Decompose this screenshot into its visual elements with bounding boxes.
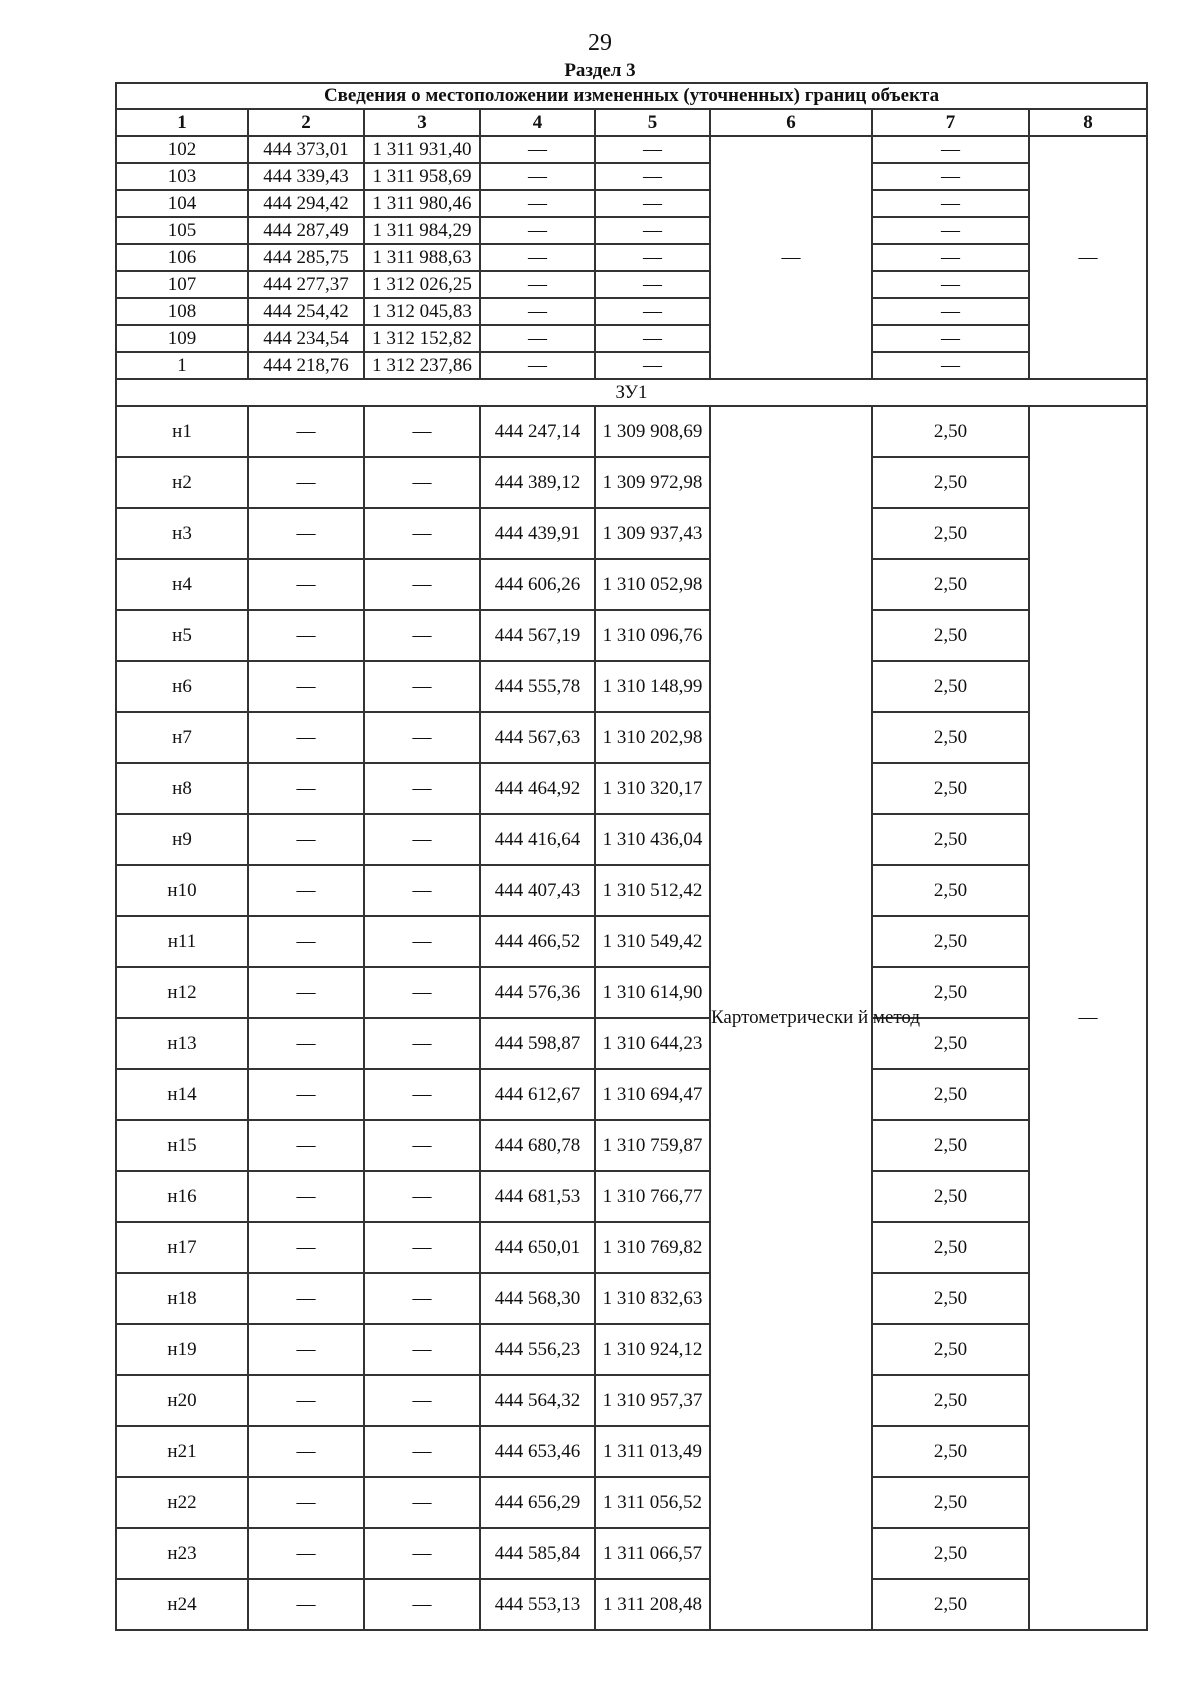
table-cell: 2,50 [872, 1426, 1029, 1477]
table-cell: — [595, 298, 710, 325]
table-cell: — [364, 865, 480, 916]
table-row [116, 559, 1147, 610]
table-cell: 444 416,64 [480, 814, 595, 865]
table-cell: — [364, 1018, 480, 1069]
table-cell: — [248, 1018, 364, 1069]
table-row [116, 163, 1147, 190]
table-cell: 444 389,12 [480, 457, 595, 508]
table-cell: 2,50 [872, 1324, 1029, 1375]
table-row [116, 136, 1147, 163]
table-cell: н5 [116, 610, 248, 661]
table-cell: 2,50 [872, 967, 1029, 1018]
table-cell: 104 [116, 190, 248, 217]
table-cell: н9 [116, 814, 248, 865]
table-cell: — [248, 916, 364, 967]
new-points-body [116, 406, 1147, 1630]
table-cell: 444 277,37 [248, 271, 364, 298]
table-cell: 444 556,23 [480, 1324, 595, 1375]
table-cell: — [364, 1579, 480, 1630]
table-cell: 444 653,46 [480, 1426, 595, 1477]
table-cell: 444 585,84 [480, 1528, 595, 1579]
column-header: 2 [248, 109, 364, 136]
land-plot-subheader: ЗУ1 [116, 379, 1147, 406]
table-cell: 1 310 924,12 [595, 1324, 710, 1375]
column-header: 7 [872, 109, 1029, 136]
table-cell: — [595, 136, 710, 163]
table-cell: 444 598,87 [480, 1018, 595, 1069]
table-cell: — [364, 1324, 480, 1375]
table-cell: — [248, 1120, 364, 1171]
table-cell: — [480, 352, 595, 379]
table-cell: н8 [116, 763, 248, 814]
table-cell: 2,50 [872, 712, 1029, 763]
table-cell: — [364, 763, 480, 814]
table-cell: — [364, 406, 480, 457]
table-cell: 1 311 931,40 [364, 136, 480, 163]
table-row [116, 1120, 1147, 1171]
table-cell: — [595, 163, 710, 190]
table-row [116, 865, 1147, 916]
table-cell: — [248, 1069, 364, 1120]
table-cell: 2,50 [872, 661, 1029, 712]
table-caption: Сведения о местоположении измененных (уточненных) границ объекта [116, 83, 1147, 109]
table-cell: 444 254,42 [248, 298, 364, 325]
table-cell: 2,50 [872, 1120, 1029, 1171]
table-cell: 1 312 045,83 [364, 298, 480, 325]
table-cell: 1 310 549,42 [595, 916, 710, 967]
table-cell: 103 [116, 163, 248, 190]
table-row [116, 763, 1147, 814]
table-cell: — [480, 298, 595, 325]
boundary-coordinates-table [115, 82, 1148, 1631]
table-cell: — [364, 1528, 480, 1579]
table-cell: — [364, 508, 480, 559]
table-cell: — [364, 457, 480, 508]
table-cell: 1 312 152,82 [364, 325, 480, 352]
table-cell: 2,50 [872, 916, 1029, 967]
table-cell: 444 407,43 [480, 865, 595, 916]
table-cell: 444 464,92 [480, 763, 595, 814]
table-cell: 444 568,30 [480, 1273, 595, 1324]
table-cell: — [248, 1375, 364, 1426]
table-cell: н20 [116, 1375, 248, 1426]
table-cell: 1 310 148,99 [595, 661, 710, 712]
table-cell: н22 [116, 1477, 248, 1528]
table-cell: — [248, 1171, 364, 1222]
merged-cell-col8: — [1029, 406, 1147, 1630]
page-number: 29 [588, 30, 612, 56]
table-cell: — [248, 763, 364, 814]
table-cell: — [872, 136, 1029, 163]
table-cell: — [248, 661, 364, 712]
table-row [116, 661, 1147, 712]
table-cell: 444 567,19 [480, 610, 595, 661]
table-cell: — [595, 190, 710, 217]
table-cell: — [872, 163, 1029, 190]
table-cell: 1 310 512,42 [595, 865, 710, 916]
table-cell: 1 312 237,86 [364, 352, 480, 379]
column-header: 5 [595, 109, 710, 136]
table-cell: 1 310 759,87 [595, 1120, 710, 1171]
table-cell: 1 310 096,76 [595, 610, 710, 661]
table-cell: 1 311 013,49 [595, 1426, 710, 1477]
merged-cell-col6: — [710, 136, 872, 379]
table-cell: — [248, 508, 364, 559]
table-cell: — [364, 661, 480, 712]
table-cell: — [872, 271, 1029, 298]
table-cell: 444 234,54 [248, 325, 364, 352]
column-header-row [116, 109, 1147, 136]
table-cell: 1 311 988,63 [364, 244, 480, 271]
table-cell: 444 567,63 [480, 712, 595, 763]
table-row [116, 457, 1147, 508]
table-cell: — [364, 712, 480, 763]
column-header: 1 [116, 109, 248, 136]
table-cell: — [595, 217, 710, 244]
table-cell: 1 310 614,90 [595, 967, 710, 1018]
table-cell: 1 311 066,57 [595, 1528, 710, 1579]
table-cell: — [364, 967, 480, 1018]
table-cell: 2,50 [872, 508, 1029, 559]
table-cell: 444 339,43 [248, 163, 364, 190]
table-row [116, 712, 1147, 763]
table-cell: 1 312 026,25 [364, 271, 480, 298]
column-header: 8 [1029, 109, 1147, 136]
table-cell: н1 [116, 406, 248, 457]
table-cell: — [872, 325, 1029, 352]
table-cell: 1 310 957,37 [595, 1375, 710, 1426]
table-cell: 2,50 [872, 1579, 1029, 1630]
table-cell: н16 [116, 1171, 248, 1222]
table-cell: 2,50 [872, 1222, 1029, 1273]
table-row [116, 1324, 1147, 1375]
table-row [116, 610, 1147, 661]
column-header: 3 [364, 109, 480, 136]
table-cell: 1 311 056,52 [595, 1477, 710, 1528]
table-cell: — [248, 814, 364, 865]
table-cell: н13 [116, 1018, 248, 1069]
table-cell: 109 [116, 325, 248, 352]
table-cell: н6 [116, 661, 248, 712]
table-cell: 444 606,26 [480, 559, 595, 610]
table-cell: 2,50 [872, 763, 1029, 814]
table-cell: 2,50 [872, 1528, 1029, 1579]
table-cell: 1 311 958,69 [364, 163, 480, 190]
table-cell: 2,50 [872, 610, 1029, 661]
table-cell: н19 [116, 1324, 248, 1375]
table-row [116, 298, 1147, 325]
merged-cell-col6: Картометрически й метод [710, 406, 872, 1630]
table-cell: 444 576,36 [480, 967, 595, 1018]
table-cell: — [872, 298, 1029, 325]
table-row [116, 1477, 1147, 1528]
table-row [116, 508, 1147, 559]
table-cell: 444 285,75 [248, 244, 364, 271]
table-cell: — [480, 190, 595, 217]
table-cell: — [872, 217, 1029, 244]
table-cell: — [364, 1171, 480, 1222]
table-row [116, 217, 1147, 244]
table-cell: н12 [116, 967, 248, 1018]
table-cell: — [872, 244, 1029, 271]
table-cell: 2,50 [872, 1018, 1029, 1069]
table-cell: 2,50 [872, 865, 1029, 916]
table-cell: — [480, 325, 595, 352]
table-row [116, 271, 1147, 298]
table-row [116, 1528, 1147, 1579]
table-cell: 1 311 984,29 [364, 217, 480, 244]
table-row [116, 190, 1147, 217]
table-cell: 1 310 832,63 [595, 1273, 710, 1324]
table-cell: 1 309 972,98 [595, 457, 710, 508]
table-cell: 2,50 [872, 1171, 1029, 1222]
table-cell: — [480, 271, 595, 298]
table-cell: — [248, 457, 364, 508]
table-cell: 444 612,67 [480, 1069, 595, 1120]
merged-cell-col8: — [1029, 136, 1147, 379]
table-row [116, 352, 1147, 379]
table-row [116, 1273, 1147, 1324]
table-cell: 1 310 769,82 [595, 1222, 710, 1273]
table-cell: — [364, 559, 480, 610]
table-cell: н7 [116, 712, 248, 763]
table-cell: — [248, 712, 364, 763]
table-cell: 108 [116, 298, 248, 325]
table-cell: 2,50 [872, 406, 1029, 457]
table-cell: 1 311 208,48 [595, 1579, 710, 1630]
table-cell: 1 [116, 352, 248, 379]
table-cell: — [364, 1477, 480, 1528]
table-cell: 106 [116, 244, 248, 271]
table-cell: н14 [116, 1069, 248, 1120]
table-cell: — [364, 814, 480, 865]
table-cell: — [248, 967, 364, 1018]
table-cell: 2,50 [872, 1375, 1029, 1426]
table-cell: — [248, 1324, 364, 1375]
table-cell: 1 310 766,77 [595, 1171, 710, 1222]
table-cell: 1 310 694,47 [595, 1069, 710, 1120]
table-cell: н2 [116, 457, 248, 508]
table-cell: 444 287,49 [248, 217, 364, 244]
table-cell: — [595, 352, 710, 379]
table-cell: — [595, 244, 710, 271]
table-row [116, 1426, 1147, 1477]
table-cell: 444 373,01 [248, 136, 364, 163]
table-row [116, 1018, 1147, 1069]
table-row [116, 244, 1147, 271]
table-cell: 444 439,91 [480, 508, 595, 559]
table-cell: — [248, 1222, 364, 1273]
table-cell: 107 [116, 271, 248, 298]
table-cell: н24 [116, 1579, 248, 1630]
table-cell: н10 [116, 865, 248, 916]
table-cell: 1 311 980,46 [364, 190, 480, 217]
table-cell: — [248, 610, 364, 661]
table-cell: 444 553,13 [480, 1579, 595, 1630]
table-cell: — [480, 163, 595, 190]
table-cell: 1 310 644,23 [595, 1018, 710, 1069]
table-cell: н18 [116, 1273, 248, 1324]
table-row [116, 406, 1147, 457]
table-cell: 2,50 [872, 814, 1029, 865]
table-row [116, 1069, 1147, 1120]
table-cell: 444 466,52 [480, 916, 595, 967]
section-title: Раздел 3 [564, 60, 636, 81]
table-cell: — [872, 190, 1029, 217]
table-row [116, 1222, 1147, 1273]
table-cell: 2,50 [872, 1477, 1029, 1528]
table-cell: 444 218,76 [248, 352, 364, 379]
table-cell: — [364, 1273, 480, 1324]
table-row [116, 1579, 1147, 1630]
table-cell: 444 681,53 [480, 1171, 595, 1222]
table-cell: 1 310 436,04 [595, 814, 710, 865]
table-cell: — [872, 352, 1029, 379]
table-cell: н3 [116, 508, 248, 559]
table-row [116, 1375, 1147, 1426]
table-cell: — [595, 271, 710, 298]
table-cell: 1 309 937,43 [595, 508, 710, 559]
table-cell: 2,50 [872, 457, 1029, 508]
table-cell: 444 680,78 [480, 1120, 595, 1171]
table-cell: — [364, 1375, 480, 1426]
table-cell: 444 650,01 [480, 1222, 595, 1273]
table-cell: н21 [116, 1426, 248, 1477]
table-cell: — [248, 559, 364, 610]
table-cell: 444 564,32 [480, 1375, 595, 1426]
existing-points-body [116, 136, 1147, 379]
table-cell: — [248, 1477, 364, 1528]
table-cell: 1 310 202,98 [595, 712, 710, 763]
table-cell: — [364, 1426, 480, 1477]
table-cell: — [364, 1222, 480, 1273]
table-cell: — [480, 244, 595, 271]
table-cell: 444 294,42 [248, 190, 364, 217]
table-cell: — [248, 1273, 364, 1324]
table-cell: 105 [116, 217, 248, 244]
table-cell: 2,50 [872, 559, 1029, 610]
table-row [116, 325, 1147, 352]
table-cell: — [248, 406, 364, 457]
table-cell: — [364, 916, 480, 967]
table-row [116, 916, 1147, 967]
table-cell: н15 [116, 1120, 248, 1171]
table-cell: — [364, 1120, 480, 1171]
column-header: 4 [480, 109, 595, 136]
table-cell: 1 310 052,98 [595, 559, 710, 610]
table-cell: — [480, 217, 595, 244]
table-cell: 2,50 [872, 1069, 1029, 1120]
table-cell: — [364, 1069, 480, 1120]
table-cell: 2,50 [872, 1273, 1029, 1324]
table-cell: н23 [116, 1528, 248, 1579]
table-cell: — [480, 136, 595, 163]
table-cell: 1 310 320,17 [595, 763, 710, 814]
table-row [116, 1171, 1147, 1222]
column-header: 6 [710, 109, 872, 136]
table-cell: 102 [116, 136, 248, 163]
table-cell: — [248, 1426, 364, 1477]
table-row [116, 967, 1147, 1018]
table-cell: 1 309 908,69 [595, 406, 710, 457]
table-cell: н17 [116, 1222, 248, 1273]
table-cell: — [248, 865, 364, 916]
table-row [116, 814, 1147, 865]
table-cell: 444 555,78 [480, 661, 595, 712]
table-cell: н11 [116, 916, 248, 967]
table-cell: — [364, 610, 480, 661]
table-cell: н4 [116, 559, 248, 610]
table-cell: 444 247,14 [480, 406, 595, 457]
table-cell: 444 656,29 [480, 1477, 595, 1528]
table-cell: — [595, 325, 710, 352]
table-cell: — [248, 1579, 364, 1630]
table-cell: — [248, 1528, 364, 1579]
